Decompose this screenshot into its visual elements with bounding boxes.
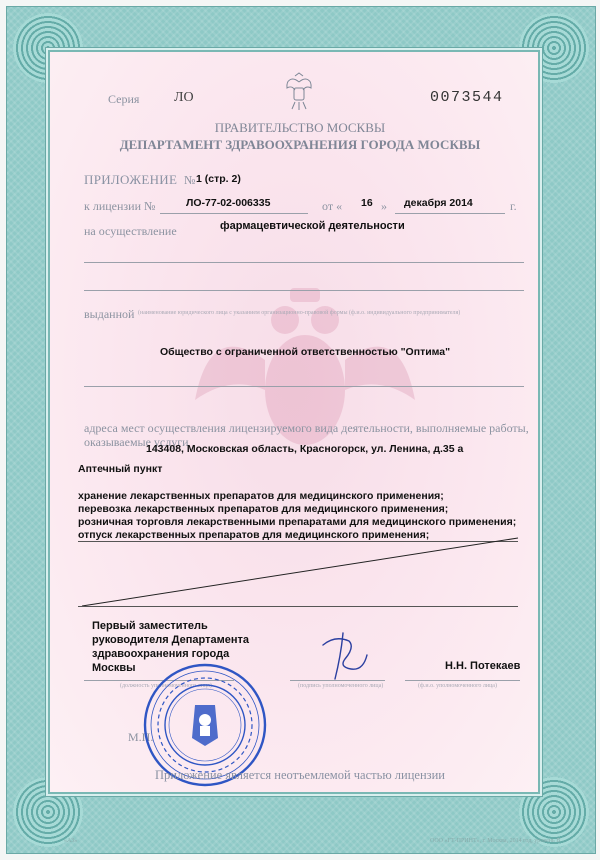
service-item: перевозка лекарственных препаратов для медицинского применения; (78, 503, 449, 515)
address: 143408, Московская область, Красногорск, ул. Ленина, д.35 а (146, 443, 464, 455)
issued-hint: (наименование юридического лица с указанием организационно-правовой формы (ф.и.о. индивидуального предпринимателя) (138, 310, 461, 316)
appendix-number: 1 (стр. 2) (196, 173, 241, 185)
license-prefix: к лицензии № (84, 199, 156, 213)
hint-position: (должность уполномоченного лица) (120, 683, 212, 689)
signatory-position: здравоохранения города (92, 648, 230, 660)
license-month-year: декабря 2014 (404, 197, 473, 209)
hint-signature: (подпись уполномоченного лица) (298, 683, 384, 689)
issued-label: выданной (84, 307, 135, 321)
appendix-label: ПРИЛОЖЕНИЕ (84, 172, 178, 187)
series-value: ЛО (174, 90, 194, 105)
strikeout-diagonal (78, 536, 523, 610)
print-mark-right: ООО «ГТ-ПРИНТ», г. Москва, 2014 год, уровень В (430, 838, 561, 844)
license-day-close: » (381, 199, 387, 213)
activity-value: фармацевтической деятельности (220, 220, 405, 232)
addresses-label-line2: оказываемые услуги (84, 435, 189, 449)
license-from-label: от « (322, 199, 343, 213)
addresses-label-line1: адреса мест осуществления лицензируемого вида деятельности, выполняемые работы, (84, 421, 529, 435)
service-item: хранение лекарственных препаратов для медицинского применения; (78, 490, 444, 502)
appendix-number-sign: № (184, 173, 196, 187)
signatory-name: Н.Н. Потекаев (445, 660, 521, 672)
hint-name: (ф.и.о. уполномоченного лица) (418, 683, 497, 689)
coat-of-arms-icon (284, 72, 314, 112)
license-number: ЛО-77-02-006335 (186, 197, 271, 209)
signatory-position: руководителя Департамента (92, 634, 250, 646)
handwritten-signature (315, 625, 375, 685)
footer-statement: Приложение является неотъемлемой частью лицензии (155, 768, 445, 782)
license-day: 16 (361, 197, 373, 209)
print-mark-left: «АЗ» (64, 838, 78, 844)
license-year-suffix: г. (510, 199, 517, 213)
government-title: ПРАВИТЕЛЬСТВО МОСКВЫ (214, 120, 386, 135)
service-item: розничная торговля лекарственными препаратами для медицинского применения; (78, 516, 517, 528)
mp-label: М.П. (128, 730, 154, 744)
service-item: отпуск лекарственных препаратов для медицинского применения; (78, 529, 430, 541)
signatory-position: Первый заместитель (92, 620, 208, 632)
form-number: 0073544 (430, 89, 504, 106)
signatory-position: Москвы (92, 662, 136, 674)
activity-label: на осуществление (84, 224, 177, 238)
series-label: Серия (108, 92, 140, 106)
department-title: ДЕПАРТАМЕНТ ЗДРАВООХРАНЕНИЯ ГОРОДА МОСКВЫ (119, 137, 481, 152)
facility-type: Аптечный пункт (78, 463, 163, 475)
license-holder: Общество с ограниченной ответственностью "Оптима" (160, 346, 451, 358)
